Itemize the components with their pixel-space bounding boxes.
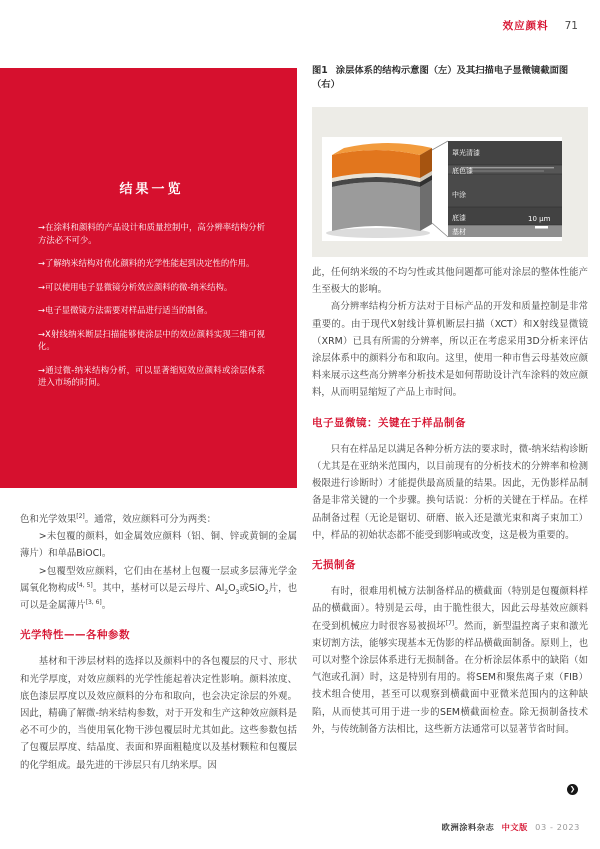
sem-scale-bar	[535, 226, 548, 229]
results-summary-box	[0, 68, 297, 488]
summary-item: →X射线纳米断层扫描能够使涂层中的效应颜料实现三维可视化。	[38, 328, 265, 351]
issue-number: 03 - 2023	[535, 822, 580, 832]
right-text-column	[312, 264, 588, 809]
heading-electron-microscopy: 电子显微镜：关键在于样品制备	[312, 416, 466, 429]
figure-label: 图1	[312, 65, 328, 76]
body-paragraph: 有时，很难用机械方法制备样品的横截面（特别是包覆颜料样品的横截面）。特别是云母，由于脆性很大，因此云母基效应颜料在受到机械应力时很容易被损坏[7]。然而，新型温控离子束和激光束切割方法，能够实现基本无伪影的样品横截面制备。原则上，也可以对整个涂层体系进行无损制备。在分析涂层体系中的缺陷（如气泡或孔洞）时，这是特别有用的。将SEM和聚焦离子束（FIB）技术组合使用，甚至可以观察到横截面中亚微米范围内的这种缺陷，从而使其可用于进一步的SEM横截面检查。除无损制备技术外，与传统制备方法相比，这些新方法通常可以显著节省时间。	[312, 586, 588, 735]
section-title: 效应颜料	[502, 20, 549, 32]
sem-cross-section	[448, 141, 562, 237]
body-paragraph: 只有在样品足以满足各种分析方法的要求时，微-纳米结构诊断（尤其是在亚纳米范围内，以目前现有的分析技术的分辨率和检测极限进行诊断时）才能提供最高质量的结果。因此，无伪影样品制备是非常关键的一个步骤。换句话说：分析的关键在于样品。在样品制备过程（无论是锯切、研磨、嵌入还是激光束和离子束加工）中，样品的初始状态都不能受到影响或改变，这是极为重要的。	[312, 443, 588, 541]
body-paragraph: 高分辨率结构分析方法对于目标产品的开发和质量控制是非常重要的。由于现代X射线计算机断层扫描（XCT）和X射线显微镜（XRM）已具有所需的分辨率，所以正在考虑采用3D分析来评估涂层体系中的颜料分布和取向。这里，使用一种市售云母基效应颜料来展示这些高分辨率分析技术是如何帮助设计汽车涂料的效应颜料，从而明显缩短了产品上市时间。	[312, 301, 588, 399]
edition-label: 中文版	[501, 822, 528, 832]
sem-scale-label: 10 µm	[528, 215, 551, 223]
summary-title: 结果一览	[119, 182, 184, 197]
summary-item: →可以使用电子显微镜分析效应颜料的微-纳米结构。	[38, 281, 233, 292]
heading-nondestructive-prep: 无损制备	[312, 559, 356, 572]
body-paragraph: 基材和干涉层材料的选择以及颜料中的各包覆层的尺寸、形状和光学厚度，对效应颜料的光学性能起着决定性影响。颜料浓度、底色漆层厚度以及效应颜料的分布和取向，也会决定涂层的外观。因此，精确了解微-纳米结构参数，对于开发和生产这种效应颜料是必不可少的，当使用氧化物干涉包覆层时尤其如此。这些参数包括了包覆层厚度、结晶度、表面和界面粗糙度以及基材颗粒和包覆层的化学组成。最先进的干涉层只有几纳米厚。因	[20, 656, 297, 771]
bullet-uncoated-pigments: >未包覆的颜料，如金属效应颜料（铝、铜、锌或黄铜的金属薄片）和单晶BiOCl。	[20, 531, 297, 560]
figure-caption-text: 涂层体系的结构示意图（左）及其扫描电子显微镜截面图（右）	[312, 65, 569, 90]
summary-item: →电子显微镜方法需要对样品进行适当的制备。	[38, 305, 213, 315]
sem-label-basecoat: 底色漆	[452, 167, 473, 175]
sem-label-midcoat: 中涂	[452, 191, 466, 199]
figure-coating-structure	[312, 107, 588, 257]
continue-arrow-icon: ❯	[567, 784, 578, 795]
sem-label-primer: 底漆	[452, 214, 466, 222]
coating-stack-3d	[332, 143, 432, 231]
summary-item: →通过微-纳米结构分析，可以显著缩短效应颜料或涂层体系进入市场的时间。	[38, 364, 265, 387]
page-number: 71	[564, 20, 578, 32]
coating-diagram-svg	[312, 107, 588, 257]
page-header	[503, 18, 578, 33]
page-footer	[442, 822, 580, 833]
body-paragraph: 色和光学效果[2]。通常，效应颜料可分为两类：	[20, 512, 217, 525]
journal-name: 欧洲涂料杂志	[441, 822, 495, 832]
left-text-column	[20, 511, 297, 831]
bullet-coated-pigments: >包覆型效应颜料，它们由在基材上包覆一层或多层薄光学金属氧化物构成[4, 5]。其中，基材可以是云母片、$Al_2O_3$或SiO$_2$片，也可以是金属薄片[3, 6]。	[20, 565, 297, 612]
sem-label-clearcoat: 罩光清漆	[452, 149, 480, 157]
summary-item: →了解纳米结构对优化颜料的光学性能起到决定性的作用。	[38, 258, 255, 268]
figure-caption	[312, 64, 588, 91]
summary-item: →在涂料和颜料的产品设计和质量控制中，高分辨率结构分析方法必不可少。	[38, 222, 265, 245]
body-paragraph: 此，任何纳米级的不均匀性或其他问题都可能对涂层的整体性能产生至极大的影响。	[312, 267, 588, 296]
heading-optical-properties: 光学特性——各种参数	[20, 629, 130, 642]
sem-label-substrate: 基材	[452, 228, 466, 236]
